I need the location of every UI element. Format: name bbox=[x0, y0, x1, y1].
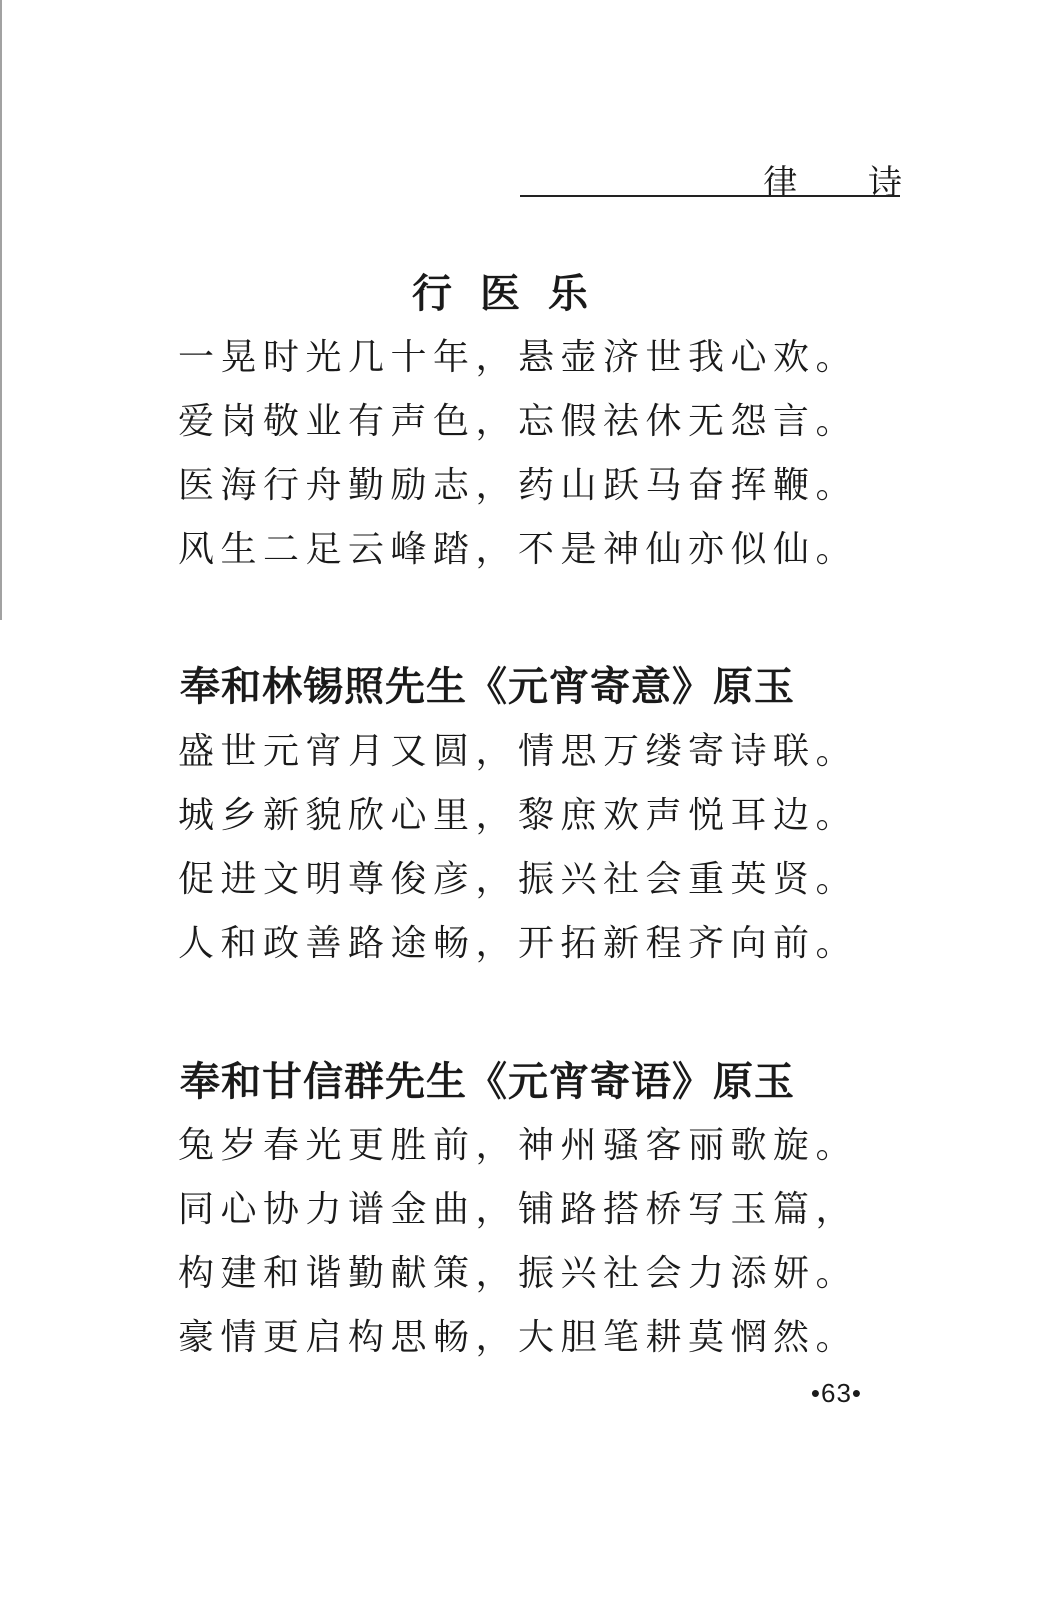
verse-line: 兔岁春光更胜前，神州骚客丽歌旋。 bbox=[178, 1125, 859, 1166]
verse-line: 城乡新貌欣心里，黎庶欢声悦耳边。 bbox=[178, 795, 859, 836]
verse-line: 豪情更启构思畅，大胆笔耕莫惘然。 bbox=[178, 1317, 859, 1358]
poem-title-3: 奉和甘信群先生《元宵寄语》原玉 bbox=[180, 1058, 795, 1105]
verse-line: 人和政善路途畅，开拓新程齐向前。 bbox=[178, 923, 859, 964]
poem-body-2 bbox=[178, 720, 858, 976]
verse-line: 盛世元宵月又圆，情思万缕寄诗联。 bbox=[178, 731, 859, 772]
scan-edge-mark bbox=[0, 0, 8, 620]
poem-body-1 bbox=[178, 326, 858, 582]
verse-line: 促进文明尊俊彦，振兴社会重英贤。 bbox=[178, 859, 859, 900]
verse-line: 风生二足云峰踏，不是神仙亦似仙。 bbox=[178, 529, 859, 570]
verse-line: 同心协力谱金曲，铺路搭桥写玉篇， bbox=[178, 1189, 859, 1230]
poem-title-2: 奉和林锡照先生《元宵寄意》原玉 bbox=[180, 663, 795, 710]
header-rule bbox=[520, 195, 900, 197]
verse-line: 一晃时光几十年，悬壶济世我心欢。 bbox=[178, 337, 859, 378]
verse-line: 构建和谐勤献策，振兴社会力添妍。 bbox=[178, 1253, 859, 1294]
verse-line: 医海行舟勤励志，药山跃马奋挥鞭。 bbox=[178, 465, 859, 506]
verse-line: 爱岗敬业有声色，忘假祛休无怨言。 bbox=[178, 401, 859, 442]
section-header: 律 诗 bbox=[763, 163, 932, 203]
poem-body-3 bbox=[178, 1114, 858, 1370]
page-number: •63• bbox=[810, 1378, 862, 1408]
poem-title-1: 行医乐 bbox=[412, 270, 616, 317]
